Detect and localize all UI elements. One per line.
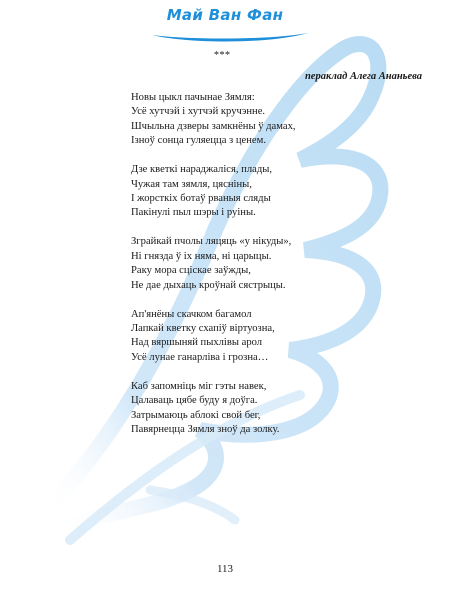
poem-line: Затрымаюць аблокі свой бег,	[131, 409, 261, 421]
poem-line: Новы цыкл пачынае Зямля:	[131, 92, 255, 103]
book-author-header: Май Ван Фан	[166, 6, 284, 24]
poem-line: Ап'янёны скачком багамол	[131, 308, 252, 320]
poem-body	[131, 91, 296, 452]
poem-line: Не дае дыхаць кроўнай сястрыцы.	[131, 279, 286, 291]
poem-line: Ні гнязда ў іх няма, ні царыцы.	[131, 250, 272, 262]
stanza	[131, 163, 296, 221]
poem-line: Усё хутчэй і хутчэй кручэнне.	[131, 106, 266, 118]
poem-line: Усё лунае ганарліва і грозна…	[131, 351, 269, 363]
poem-line: Павярнецца Зямля зноў да золку.	[131, 424, 280, 436]
stanza	[131, 91, 296, 149]
header-swoosh-decoration	[150, 30, 310, 44]
translator-credit: пераклад Алега Ананьева	[304, 71, 422, 82]
poem-line: Каб запомніць міг гэты навек,	[131, 380, 267, 392]
stanza	[131, 308, 296, 366]
stanza	[131, 380, 296, 438]
poem-line: Зграйкай пчолы ляцяць «у нікуды»,	[131, 236, 292, 248]
wing-feather	[150, 490, 235, 520]
poem-line: І жорсткіх ботаў рваныя сляды	[131, 193, 271, 205]
poem-line: Лапкай кветку схапіў віртуозна,	[131, 323, 275, 335]
poem-line: Цалаваць цябе буду я доўга.	[131, 395, 258, 407]
poem-line: Ізноў сонца гуляецца з ценем.	[131, 135, 266, 147]
page-number: 113	[216, 563, 234, 575]
poem-stars-title: ***	[214, 50, 231, 61]
poem-line: Над вяршыняй пыхлівы арол	[131, 337, 263, 349]
poem-line: Пакінулі пыл шэры і руіны.	[131, 207, 256, 219]
poem-line: Раку мора сціскае заўжды,	[131, 265, 251, 277]
poem-line: Шчыльна дзверы замкнёны ў дамах,	[131, 120, 296, 132]
poem-line: Чужая там зямля, цясніны,	[131, 178, 252, 190]
poem-line: Дзе кветкі нараджаліся, плады,	[131, 164, 272, 176]
stanza	[131, 235, 296, 293]
